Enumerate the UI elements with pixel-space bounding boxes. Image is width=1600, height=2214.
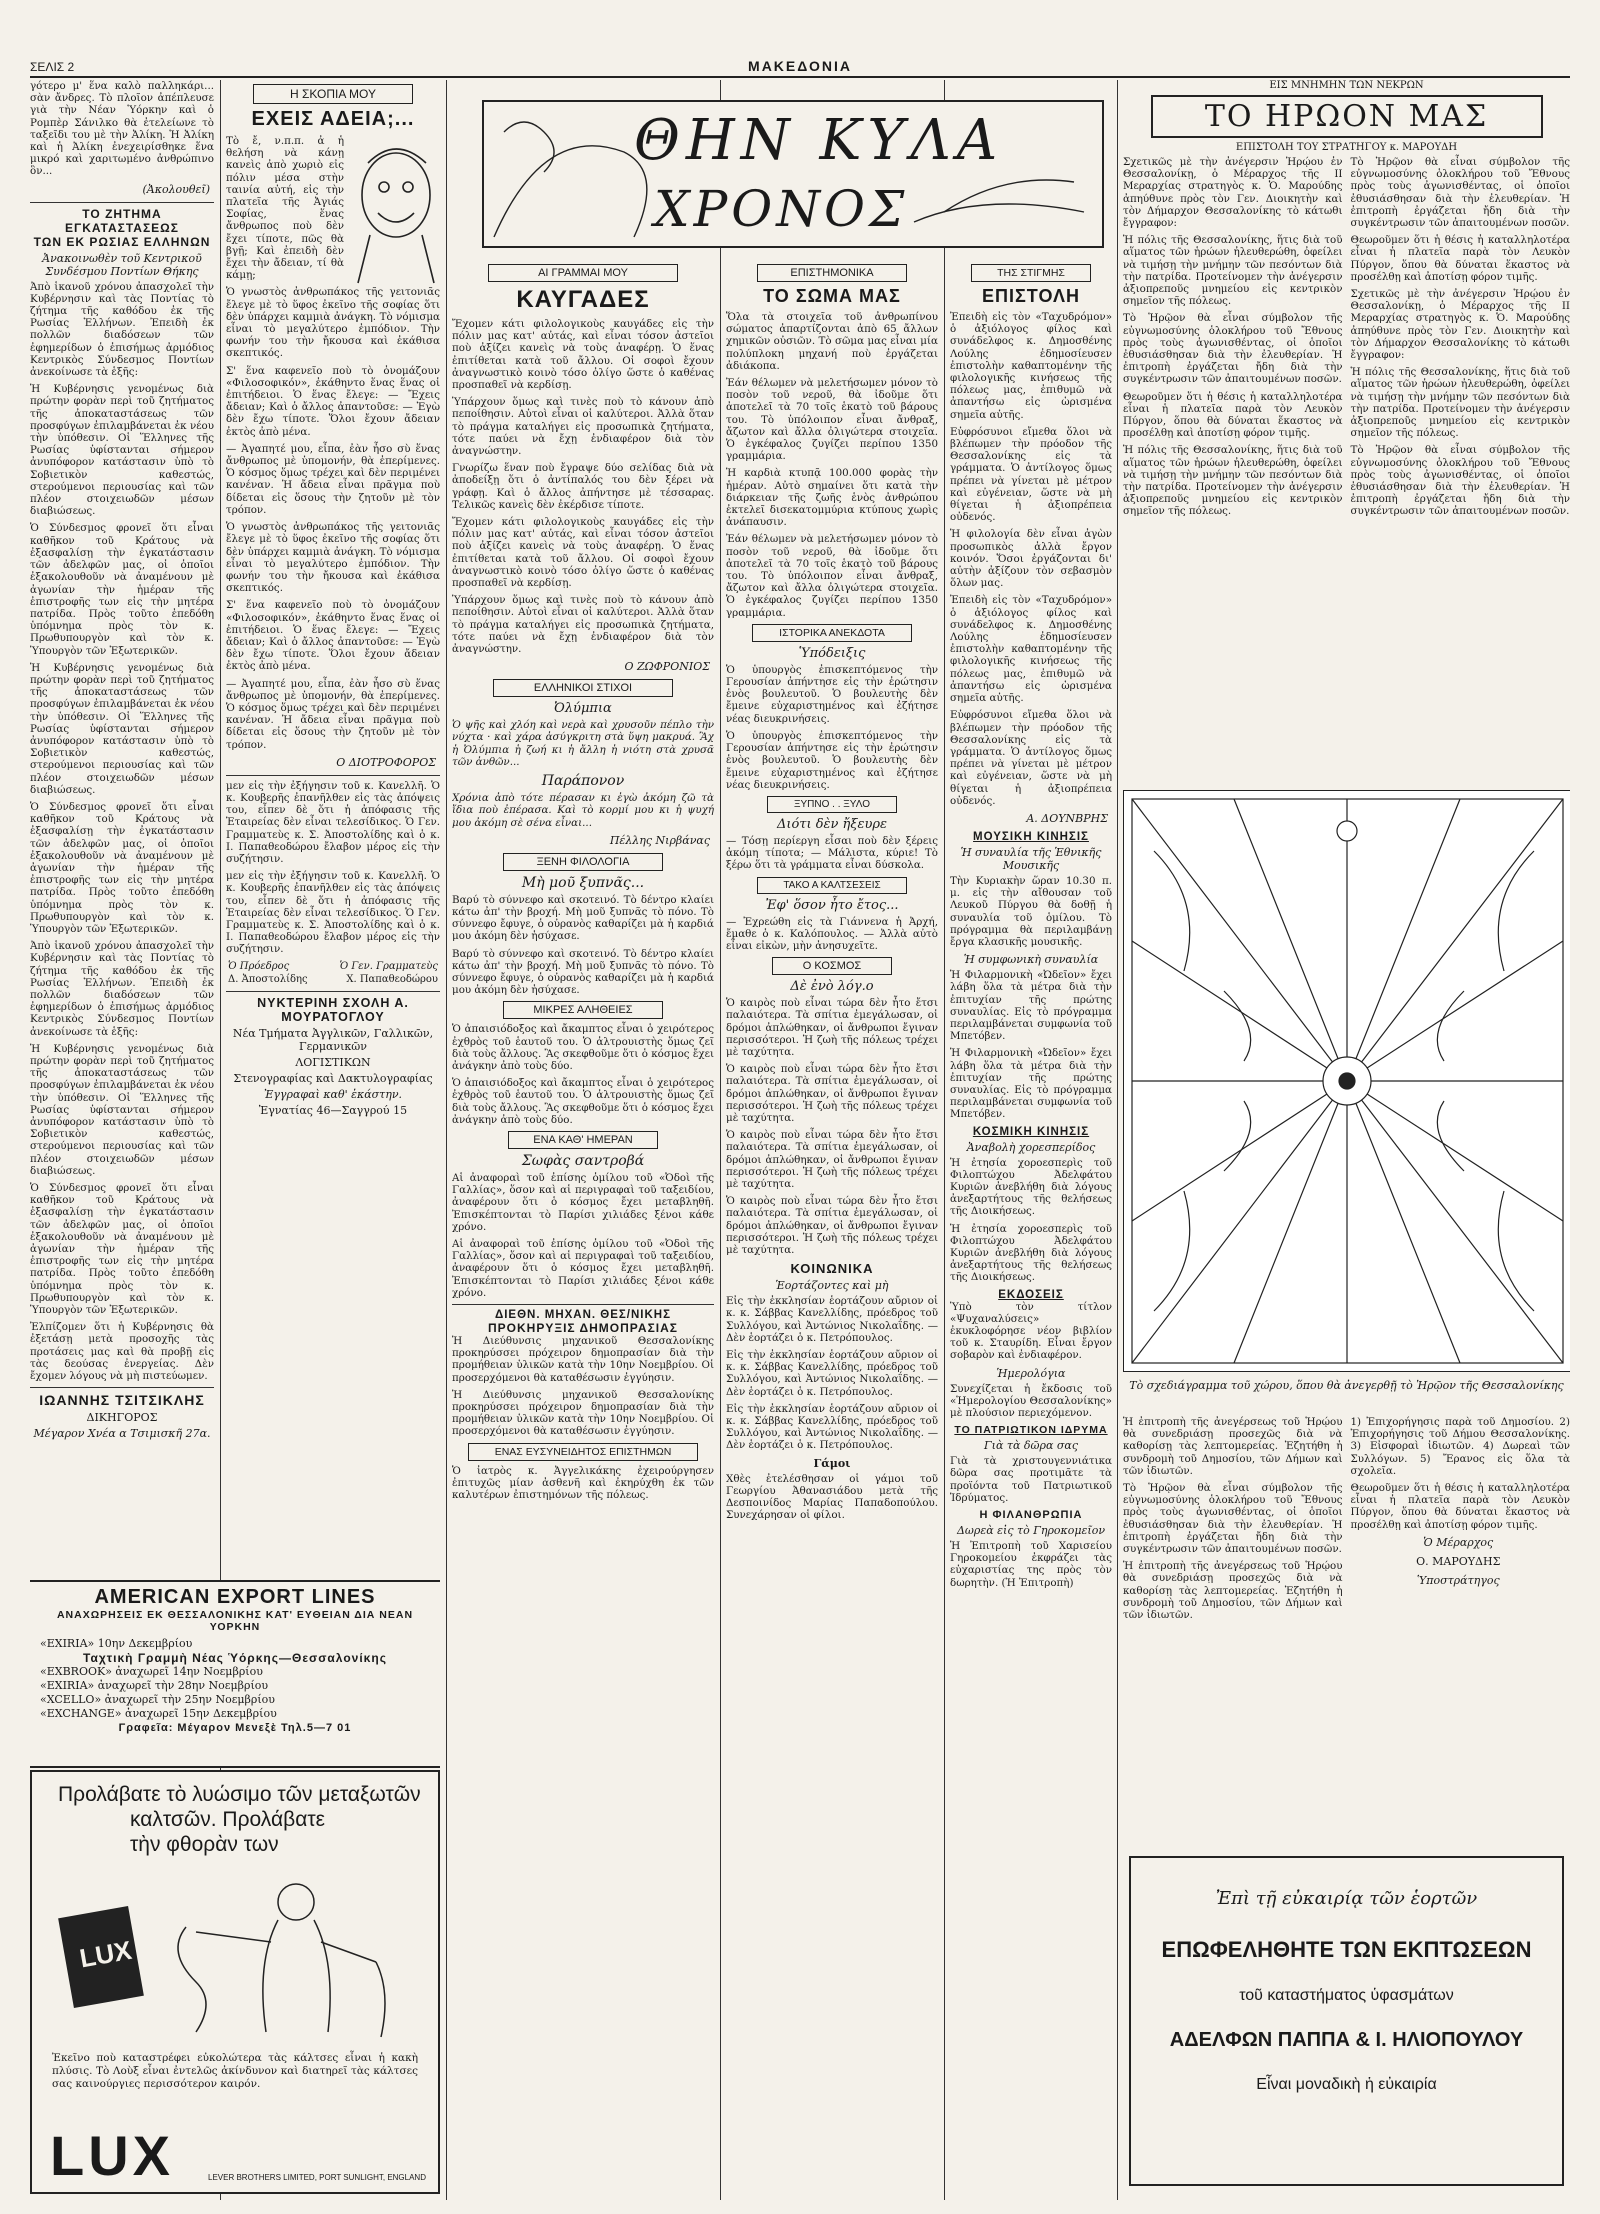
heroon-site-plan [1123, 790, 1570, 1372]
poem-title: Ὀλύμπια [554, 701, 612, 717]
article-text: Ὑπάρχουν ὅμως καὶ τινὲς ποὺ τὸ κάνουν ἀπὸ πεποίθησιν. Αὐτοὶ εἶναι οἱ καλύτεροι. Ἀλλὰ ὅταν τὸ πράγμα καταλήγει εἰς προσωπικὰ ζητήματα, τότε παύει νὰ ἔχῃ ἐνδιαφέρον διὰ τὸν ἀναγνώστην. [452, 594, 714, 656]
column-4 [726, 260, 938, 2200]
article-text: Ἡ ἐτησία χοροεσπερὶς τοῦ Φιλοπτώχου Ἀδελφάτου Κυριῶν ἀνεβλήθη διὰ λόγους ἀνεξαρτήτους τῆς θελήσεως τῆς Διοικήσεως. [950, 1222, 1112, 1284]
section-title: ΤΑΚΟ Α ΚΑΛΤΣΕΣΕΙΣ [757, 877, 907, 894]
signature-name: Δ. Ἀποστολίδης [228, 973, 308, 985]
caricature-illustration [348, 135, 440, 285]
headline: ΚΑΥΓΑΔΕΣ [516, 286, 650, 313]
site-plan-caption: Τὸ σχεδιάγραμμα τοῦ χώρου, ὅπου θὰ ἀνεγερθῇ τὸ Ἡρῷον τῆς Θεσσαλονίκης [1129, 1379, 1564, 1392]
article-text: Ὑπὸ τὸν τίτλον «Ψυχαναλύσεις» ἐκυκλοφόρησε νέον βιβλίον τοῦ κ. Σταυρίδη. Εἶναι ἔργον σοβαρὸν καὶ ἐνδιαφέρον. [950, 1300, 1112, 1362]
article-text: Ὁ καιρὸς ποὺ εἶναι τώρα δὲν ἦτο ἔτσι παλαιότερα. Τὰ σπίτια ἐμεγάλωσαν, οἱ δρόμοι ἀπλώθηκαν, οἱ ἄνθρωποι ἔγιναν περισσότεροι. Ἡ ζωὴ τῆς πόλεως τρέχει μὲ ταχύτητα. [726, 997, 938, 1058]
divider [30, 1387, 214, 1388]
signature-rank: Ὑποστράτηγος [1416, 1573, 1500, 1587]
lux-headline: Προλάβατε τὸ λυώσιμο τῶν μεταξωτῶν [58, 1783, 421, 1806]
divider [30, 202, 214, 203]
school-ad-line: Στενογραφίας καὶ Δακτυλογραφίας [233, 1071, 433, 1085]
article-text: Ὑπάρχουν ὅμως καὶ τινὲς ποὺ τὸ κάνουν ἀπὸ πεποίθησιν. Αὐτοὶ εἶναι οἱ καλύτεροι. Ἀλλὰ ὅταν τὸ πράγμα καταλήγει εἰς προσωπικὰ ζητήματα, τότε παύει νὰ ἔχῃ ἐνδιαφέρον διὰ τὸν ἀναγνώστην. [452, 396, 714, 458]
column-6 [1123, 80, 1570, 2200]
article-text: Ἡ Κυβέρνησις γενομένως διὰ πρώτην φορὰν περὶ τοῦ ζητήματος τῆς ἀποκαταστάσεως τῶν προσφύγων ἐπιλαμβάνεται ἐκ νέου τὴν ὑπόθεσιν. Οἱ Ἕλληνες τῆς Ρωσίας ὑφίστανται σήμερον ἀνυπόφορον κατάστασιν ὑπὸ τὸ Σοβιετικὸν καθεστώς, στερούμενοι περιουσίας καὶ τῶν πλέον στοιχειωδῶν μέσων διαβιώσεως. [30, 383, 214, 518]
woman-illustration [46, 1872, 426, 2042]
article-text: Εἰς τὴν ἐκκλησίαν ἑορτάζουν αὔριον οἱ κ. κ. Σάββας Κανελλίδης, πρόεδρος τοῦ Συλλόγου, καὶ Ἀντώνιος Νικολαΐδης. — Δὲν ἑορτάζει ὁ κ. Πετρόπουλος. [726, 1402, 938, 1452]
headline: ΤΟ ΖΗΤΗΜΑ ΕΓΚΑΤΑΣΤΑΣΕΩΣ [65, 206, 179, 235]
article-text: Ὁ καιρὸς ποὺ εἶναι τώρα δὲν ἦτο ἔτσι παλαιότερα. Τὰ σπίτια ἐμεγάλωσαν, οἱ δρόμοι ἀπλώθηκαν, οἱ ἄνθρωποι ἔγιναν περισσότεροι. Ἡ ζωὴ τῆς πόλεως τρέχει μὲ ταχύτητα. [726, 1063, 938, 1124]
section-title: Η ΣΚΟΠΙΑ ΜΟΥ [253, 84, 413, 104]
article-title: Δὲ ἐνὸ λόγ.ο [790, 979, 874, 995]
section-title: ΚΟΣΜΙΚΗ ΚΙΝΗΣΙΣ [972, 1125, 1090, 1138]
section-title: ΜΙΚΡΕΣ ΑΛΗΘΕΙΕΣ [503, 1001, 663, 1019]
section-title: ΕΚΔΟΣΕΙΣ [998, 1288, 1064, 1301]
article-text: — Ἀγαπητέ μου, εἶπα, ἐὰν ἦσο σὺ ἕνας ἄνθρωπος μὲ ὑπομονήν, θὰ ἐπερίμενες. Ὁ κόσμος ὅμως τρέχει καὶ δὲν περιμένει κανέναν. Ἡ ἄδεια εἶναι πρᾶγμα ποὺ δίδεται εἰς ὅσους τὴν ζητοῦν μὲ τὸν τρόπον. [226, 442, 440, 516]
section-title: ΞΕΝΗ ΦΙΛΟΛΟΓΙΑ [503, 853, 663, 871]
newspaper-page [30, 80, 1570, 2200]
ad-line: «XCELLO» ἀναχωρεῖ τὴν 25ην Νοεμβρίου [40, 1693, 275, 1706]
article-text: — Τόσῃ περίεργη εἶσαι ποὺ δὲν ξέρεις ἀκόμη τίποτα; — Μάλιστα, κύριε! Τὸ ξέρω ὅτι τὰ γράμματα εἶναι δύσκολα. [726, 834, 938, 872]
article-text: Τὸ Ἡρῷον θὰ εἶναι σύμβολον τῆς εὐγνωμοσύνης ὁλοκλήρου τοῦ Ἔθνους πρὸς τοὺς ἀγωνισθέντας, οἱ ὁποῖοι ἐθυσιάσθησαν διὰ τὴν ἐλευθερίαν. Ἡ ἐπιτροπὴ ἐργάζεται ἤδη διὰ τὴν συγκέντρωσιν τῶν ἀπαιτουμένων ποσῶν. [1350, 156, 1570, 230]
lux-headline: καλτσῶν. Προλάβατε [130, 1808, 325, 1831]
ad-line: «EXIRIA» ἀναχωρεῖ τὴν 28ην Νοεμβρίου [40, 1679, 269, 1692]
poem-text: Ὁ ψῆς καὶ χλόη καὶ νερὰ καὶ χρυσοῦν πέπλο τὴν νύχτα · καὶ χάρα ἀσύγκριτη στὰ ὕψη μακρυά. Ἂχ ἡ Ὀλύμπια ἡ ζωή κι ἡ ἄλλη ἡ νιότη στὰ χρυσᾶ τῶν ἀνθῶν... [452, 719, 714, 768]
byline: ΕΠΙΣΤΟΛΗ ΤΟΥ ΣΤΡΑΤΗΓΟΥ κ. ΜΑΡΟΥΔΗ [1235, 142, 1458, 153]
article-text: Ὁ Σύνδεσμος φρονεῖ ὅτι εἶναι καθῆκον τοῦ Κράτους νὰ ἐξασφαλίσῃ τὴν ἐγκατάστασιν τῶν ἀδελφῶν μας, οἱ ὁποῖοι ἐξακολουθοῦν νὰ ἀναμένουν μὲ ἀγωνίαν τὴν ἡμέραν τῆς ἐπιστροφῆς των εἰς τὴν μητέρα πατρίδα. Πρὸς τοῦτο ἐπεδόθη ὑπόμνημα πρὸς τὸν κ. Πρωθυπουργὸν καὶ τὸν κ. Ὑπουργὸν τῶν Ἐξωτερικῶν. [30, 1182, 214, 1317]
article-text: Ὁ καιρὸς ποὺ εἶναι τώρα δὲν ἦτο ἔτσι παλαιότερα. Τὰ σπίτια ἐμεγάλωσαν, οἱ δρόμοι ἀπλώθηκαν, οἱ ἄνθρωποι ἔγιναν περισσότεροι. Ἡ ζωὴ τῆς πόλεως τρέχει μὲ ταχύτητα. [726, 1129, 938, 1190]
article-text: Ἐλπίζομεν ὅτι ἡ Κυβέρνησις θὰ ἐξετάσῃ μετὰ προσοχῆς τὰς προτάσεις μας καὶ θὰ προβῇ εἰς τὰς δεούσας ἐνεργείας. Δὲν ἔχομεν λόγους νὰ μὴ πιστεύωμεν. [30, 1321, 214, 1383]
article-title: Δωρεὰ εἰς τὸ Γηροκομεῖον [956, 1524, 1106, 1538]
article-text: Ἡ πόλις τῆς Θεσσαλονίκης, ἥτις διὰ τοῦ αἵματος τῶν ἡρώων ἠλευθερώθη, ὀφείλει νὰ τιμήσῃ τὴν μνήμην τῶν πεσόντων διὰ τὴν πατρίδα. Προτείνομεν τὴν ἀνέγερσιν ἀξιοπρεποῦς μνημείου εἰς κεντρικὸν σημεῖον τῆς πόλεως. [1350, 366, 1570, 440]
article-text: Σχετικῶς μὲ τὴν ἀνέγερσιν Ἡρῴου ἐν Θεσσαλονίκῃ, ὁ Μέραρχος τῆς ΙΙ Μεραρχίας στρατηγὸς κ. Ὁ. Μαρούδης ἀπηύθυνε πρὸς τὸν Γεν. Διοικητὴν καὶ τὸν Δήμαρχον Θεσσαλονίκης τὸ κάτωθι ἔγγραφον: [1123, 156, 1343, 230]
article-text: Σ' ἕνα καφενεῖο ποὺ τὸ ὀνομάζουν «Φιλοσοφικόν», ἐκάθηντο ἕνας ἕνας οἱ ἐπιτήδειοι. Ὁ ἕνας ἔλεγε: — Ἔχεις ἄδειαν; Καὶ ὁ ἄλλος ἀπαντοῦσε: — Ἐγὼ δὲν ἔχω τίποτε. Ὅλοι ἔχουν ἄδειαν ἐκτὸς ἀπὸ μένα. [226, 599, 440, 673]
headline: ΤΟ ΗΡΩΟΝ ΜΑΣ [1151, 95, 1543, 138]
article-text: μεν εἰς τὴν ἐξήγησιν τοῦ κ. Κανελλῆ. Ὁ κ. Κουβερῆς ἐπανῆλθεν εἰς τὰς ἀπόψεις του, εἶπεν δὲ ὅτι ἡ ἀπόφασις τῆς Ἑταιρείας δὲν εἶναι τελεσίδικος. Ὁ Γεν. Γραμματεὺς κ. Σ. Ἀποστολίδης καὶ ὁ κ. Ι. Παπαθεοδώρου ἔλαβον μέρος εἰς τὴν συζήτησιν. [226, 870, 440, 956]
article-text: Τὸ Ἡρῷον θὰ εἶναι σύμβολον τῆς εὐγνωμοσύνης ὁλοκλήρου τοῦ Ἔθνους πρὸς τοὺς ἀγωνισθέντας, οἱ ὁποῖοι ἐθυσιάσθησαν διὰ τὴν ἐλευθερίαν. Ἡ ἐπιτροπὴ ἐργάζεται ἤδη διὰ τὴν συγκέντρωσιν τῶν ἀπαιτουμένων ποσῶν. [1123, 1482, 1343, 1556]
lux-ad [30, 1770, 440, 2194]
article-text: Τὸ ἔ, ν.π.π. ἀ ἡ θελήση νὰ κάνῃ κανεὶς ἀπὸ χωριὸ εἰς πόλιν μέσα στὴν ταινία αὐτή, εἰς τὴν πλατεῖα τῆς Ἀγιάς Σοφίας, ἕνας ἄνθρωπος ποὺ δὲν ἔχει τίποτε, πῶς θὰ βγῇ; Καὶ ἐπειδὴ δὲν ἔχει τὴν ἄδειαν, τί θὰ κάμῃ; [226, 135, 344, 282]
signature: Πέλλης Νιρβάνας [609, 833, 710, 847]
lux-body: Ἐκεῖνο ποὺ καταστρέφει εὐκολώτερα τὰς κάλτσες εἶναι ἡ κακὴ πλύσις. Τὸ Λοὺξ εἶναι ἐντελῶς ἀκίνδυνον καὶ διατηρεῖ τὰς κάλτσες σας καινούργιες περισσότερον καιρόν. [52, 2052, 418, 2090]
poem-text: Χρόνια ἀπὸ τότε πέρασαν κι ἐγὼ ἀκόμη ζῶ τὰ ἴδια ποὺ ἐπέρασα. Καὶ τὸ κορμί μου κι ἡ ψυχή μου ἀκόμη σὲ σένα εἶναι... [452, 792, 714, 829]
supertitle: ΕΙΣ ΜΝΗΜΗΝ ΤΩΝ ΝΕΚΡΩΝ [1269, 80, 1424, 91]
article-text: Ὅλα τὰ στοιχεῖα τοῦ ἀνθρωπίνου σώματος ἀπαρτίζονται ἀπὸ 65 ἄλλων χημικῶν οὐσιῶν. Τὸ σῶμα μας εἶναι μία πολύπλοκη μηχανή ποὺ ἐργάζεται ἀδιάκοπα. [726, 311, 938, 372]
article-text: Γνωρίζω ἕναν ποὺ ἔγραψε δύο σελίδας διὰ νὰ ἀποδείξῃ ὅτι ὁ ἀντίπαλός του δὲν ξέρει νὰ γράφῃ. Καὶ ὁ ἄλλος ἀπήντησε μὲ τέσσαρας. Τελικῶς κανεὶς δὲν ἐκέρδισε τίποτε. [452, 462, 714, 511]
lux-box-icon [59, 1907, 144, 2008]
article-text: μεν εἰς τὴν ἐξήγησιν τοῦ κ. Κανελλῆ. Ὁ κ. Κουβερῆς ἐπανῆλθεν εἰς τὰς ἀπόψεις του, εἶπεν δὲ ὅτι ἡ ἀπόφασις τῆς Ἑταιρείας δὲν εἶναι τελεσίδικος. Ὁ Γεν. Γραμματεὺς κ. Σ. Ἀποστολίδης καὶ ὁ κ. Ι. Παπαθεοδώρου ἔλαβον μέρος εἰς τὴν συζήτησιν. [226, 779, 440, 865]
article-text: Θεωροῦμεν ὅτι ἡ θέσις ἡ καταλληλοτέρα εἶναι ἡ πλατεῖα παρὰ τὸν Λευκὸν Πύργον, ὅπου θὰ δύναται ἕκαστος νὰ προσέλθῃ καὶ ἀποτίσῃ φόρον τιμῆς. [1350, 1482, 1570, 1531]
school-ad-line: ΛΟΓΙΣΤΙΚΩΝ [295, 1055, 371, 1069]
continued-note: (Ἀκολουθεῖ) [142, 182, 210, 196]
column-rule [720, 80, 721, 2200]
article-text: Ὁ ἀπαισιόδοξος καὶ ἄκαμπτος εἶναι ὁ χειρότερος ἐχθρὸς τοῦ ἑαυτοῦ του. Ὁ ἀλτρουιστὴς ὅμως ζεῖ διὰ τοὺς ἄλλους. Ἂς σκεφθοῦμε ὅτι ὁ κόσμος ἔχει ἀνάγκην ἀπὸ τοὺς δύο. [452, 1077, 714, 1126]
article-text: Εἰς τὴν ἐκκλησίαν ἑορτάζουν αὔριον οἱ κ. κ. Σάββας Κανελλίδης, πρόεδρος τοῦ Συλλόγου, καὶ Ἀντώνιος Νικολαΐδης. — Δὲν ἑορτάζει ὁ κ. Πετρόπουλος. [726, 1349, 938, 1398]
ad-title: AMERICAN EXPORT LINES [94, 1586, 376, 1608]
article-text: Ἡ φιλολογία δὲν εἶναι ἀγὼν προσωπικὸς ἀλλὰ ἔργον κοινόν. Ὅσοι ἐργάζονται δι' αὐτὴν ἀξίζουν τὸν σεβασμὸν ὅλων μας. [950, 528, 1112, 590]
section-title: ΙΣΤΟΡΙΚΑ ΑΝΕΚΔΟΤΑ [752, 624, 912, 642]
pappa-fabric-store-ad [1129, 1856, 1564, 2186]
section-title: ΜΟΥΣΙΚΗ ΚΙΝΗΣΙΣ [973, 830, 1089, 843]
ad-store-name: ΑΔΕΛΦΩΝ ΠΑΠΠΑ & Ι. ΗΛΙΟΠΟΥΛΟΥ [1169, 2029, 1524, 2051]
headline: ΔΙΕΘΝ. ΜΗΧΑΝ. ΘΕΣ/ΝΙΚΗΣ [494, 1308, 672, 1321]
column-2 [226, 80, 440, 1575]
article-text: Τὸ Ἡρῷον θὰ εἶναι σύμβολον τῆς εὐγνωμοσύνης ὁλοκλήρου τοῦ Ἔθνους πρὸς τοὺς ἀγωνισθέντας, οἱ ὁποῖοι ἐθυσιάσθησαν διὰ τὴν ἐλευθερίαν. Ἡ ἐπιτροπὴ ἐργάζεται ἤδη διὰ τὴν συγκέντρωσιν τῶν ἀπαιτουμένων ποσῶν. [1123, 312, 1343, 386]
column-5 [950, 260, 1112, 2200]
headline: ΤΩΝ ΕΚ ΡΩΣΙΑΣ ΕΛΛΗΝΩΝ [33, 234, 211, 249]
article-text: Ὁ ἀπαισιόδοξος καὶ ἄκαμπτος εἶναι ὁ χειρότερος ἐχθρὸς τοῦ ἑαυτοῦ του. Ὁ ἀλτρουιστὴς ὅμως ζεῖ διὰ τοὺς ἄλλους. Ἂς σκεφθοῦμε ὅτι ὁ κόσμος ἔχει ἀνάγκην ἀπὸ τοὺς δύο. [452, 1023, 714, 1072]
column-3 [452, 260, 714, 2200]
poem-title: Παράπονον [541, 773, 625, 790]
article-title: Ἀναβολὴ χορεσπερίδος [966, 1140, 1096, 1154]
section-title: ΤΟ ΠΑΤΡΙΩΤΙΚΟΝ ΙΔΡΥΜΑ [954, 1424, 1108, 1437]
section-title: Ο ΚΟΣΜΟΣ [772, 957, 892, 975]
headline: ΠΡΟΚΗΡΥΞΙΣ ΔΗΜΟΠΡΑΣΙΑΣ [488, 1320, 678, 1335]
advertiser-address: Μέγαρον Χνέα α Τσιμισκῆ 27α. [33, 1427, 211, 1441]
article-text: Ἐπειδὴ εἰς τὸν «Ταχυδρόμον» ὁ ἀξιόλογος φίλος καὶ συνάδελφος κ. Δημοσθένης Λούλης ἐδημοσίευσεν ἐπιστολὴν καθαπτομένην τῆς φιλολογικῆς κινήσεως τῆς πόλεως μας, ἐπιθυμῶ νὰ ἀπαντήσω εἰς ὡρισμένα σημεῖα αὐτῆς. [950, 311, 1112, 421]
article-text: Ἡ ἐτησία χοροεσπερὶς τοῦ Φιλοπτώχου Ἀδελφάτου Κυριῶν ἀνεβλήθη διὰ λόγους ἀνεξαρτήτους τῆς θελήσεως τῆς Διοικήσεως. [950, 1156, 1112, 1218]
ad-line: τοῦ καταστήματος ὑφασμάτων [1239, 1987, 1454, 2004]
section-title: ΕΝΑ ΚΑΘ' ΗΜΕΡΑΝ [508, 1131, 658, 1149]
article-text: Χθὲς ἐτελέσθησαν οἱ γάμοι τοῦ Γεωργίου Ἀθανασιάδου μετὰ τῆς Δεσποινίδος Μαρίας Παπαδοπούλου. Συνεχάρησαν οἱ φίλοι. [726, 1472, 938, 1522]
signature: Α. ΔΟΥΝΒΡΗΣ [1026, 811, 1108, 825]
article-text: Ἡ Διεύθυνσις μηχανικοῦ Θεσσαλονίκης προκηρύσσει πρόχειρον δημοπρασίαν διὰ τὴν προμήθειαν ὑλικῶν κατὰ τὴν 10ην Νοεμβρίου. Οἱ προσερχόμενοι θὰ καταθέσωσιν ἐγγύησιν. [452, 1334, 714, 1384]
article-text: Εὐφρόσυνοι εἴμεθα ὅλοι νὰ βλέπωμεν τὴν πρόοδον τῆς Θεσσαλονίκης εἰς τὰ γράμματα. Ὁ ἀντίλογος ὅμως πρέπει νὰ γίνεται μὲ μέτρον καὶ εὐγένειαν, ὥστε νὰ μὴ θίγεται ἡ ἀξιοπρέπεια οὐδενός. [950, 709, 1112, 807]
article-text: Ἡ Φιλαρμονικὴ «Ὠδεῖον» ἔχει λάβη ὅλα τὰ μέτρα διὰ τὴν ἐπιτυχίαν τῆς πρώτης συναυλίας. Εἰς τὸ πρόγραμμα περιλαμβάνεται συμφωνία τοῦ Μπετόβεν. [950, 969, 1112, 1043]
article-text: Ὁ ὑπουργὸς ἐπισκεπτόμενος τὴν Γερουσίαν ἀπήντησε εἰς τὴν ἐρώτησιν ἑνὸς βουλευτοῦ. Ὁ βουλευτὴς δὲν ἔμεινε εὐχαριστημένος καὶ ἐζήτησε νέας διευκρινήσεις. [726, 729, 938, 791]
article-text: Θεωροῦμεν ὅτι ἡ θέσις ἡ καταλληλοτέρα εἶναι ἡ πλατεῖα παρὰ τὸν Λευκὸν Πύργον, ὅπου θὰ δύναται ἕκαστος νὰ προσέλθῃ καὶ ἀποτίσῃ φόρον τιμῆς. [1123, 390, 1343, 440]
article-text: Βαρύ τὸ σύννεφο καὶ σκοτεινό. Τὸ δέντρο κλαίει κάτω ἀπ' τὴν βροχή. Μὴ μοῦ ξυπνᾶς τὸ πόνο. Τὸ σύννεφο ἔφυγε, ὁ οὐρανὸς καθαρίζει μὰ ἡ καρδιά μου ἀκόμη δὲν ἡσύχασε. [452, 947, 714, 997]
article-title: Ἡ συναυλία τῆς Ἑθνικῆς Μουσικῆς [960, 845, 1102, 872]
article-text: Ὁ Σύνδεσμος φρονεῖ ὅτι εἶναι καθῆκον τοῦ Κράτους νὰ ἐξασφαλίσῃ τὴν ἐγκατάστασιν τῶν ἀδελφῶν μας, οἱ ὁποῖοι ἐξακολουθοῦν νὰ ἀναμένουν μὲ ἀγωνίαν τὴν ἡμέραν τῆς ἐπιστροφῆς των εἰς τὴν μητέρα πατρίδα. Πρὸς τοῦτο ἐπεδόθη ὑπόμνημα πρὸς τὸν κ. Πρωθυπουργὸν καὶ τὸν κ. Ὑπουργὸν τῶν Ἐξωτερικῶν. [30, 800, 214, 935]
ad-line: Ταχτικὴ Γραμμὴ Νέας Ὑόρκης—Θεσσαλονίκης [83, 1651, 387, 1665]
article-text: Ἡ πόλις τῆς Θεσσαλονίκης, ἥτις διὰ τοῦ αἵματος τῶν ἡρώων ἠλευθερώθη, ὀφείλει νὰ τιμήσῃ τὴν μνήμην τῶν πεσόντων διὰ τὴν πατρίδα. Προτείνομεν τὴν ἀνέγερσιν ἀξιοπρεποῦς μνημείου εἰς κεντρικὸν σημεῖον τῆς πόλεως. [1123, 234, 1343, 308]
svg-text:LUX: LUX [77, 1934, 134, 1974]
article-text: Τὴν Κυριακὴν ὥραν 10.30 π. μ. εἰς τὴν αἴθουσαν τοῦ Λευκοῦ Πύργου θὰ δοθῇ ἡ συναυλία τοῦ ὁμίλου. Τὸ πρόγραμμα θὰ περιλαμβάνῃ ἔργα κλασικῆς μουσικῆς. [950, 874, 1112, 948]
article-text: Σχετικῶς μὲ τὴν ἀνέγερσιν Ἡρῴου ἐν Θεσσαλονίκῃ, ὁ Μέραρχος τῆς ΙΙ Μεραρχίας στρατηγὸς κ. Ὁ. Μαρούδης ἀπηύθυνε πρὸς τὸν Γεν. Διοικητὴν καὶ τὸν Δήμαρχον Θεσσαλονίκης τὸ κάτωθι ἔγγραφον: [1350, 288, 1570, 362]
signature-role: Ὁ Γεν. Γραμματεὺς [339, 960, 438, 972]
ethnikos-chronos-banner [482, 100, 1104, 248]
article-text: — Ἐχρεώθη εἰς τὰ Γιάννενα ἡ Ἀρχή, ἔμαθε ὁ κ. Καλόπουλος. — Ἀλλὰ αὐτὸ εἶναι εἰκὼν, μὴν ἀνησυχεῖτε. [726, 915, 938, 952]
article-title: Γιὰ τὰ δῶρα σας [984, 1439, 1078, 1453]
section-title: ΞΥΠΝΟ . . ΞΥΛΟ [767, 796, 897, 813]
school-ad-title: ΝΥΚΤΕΡΙΝΗ ΣΧΟΛΗ Α. ΜΟΥΡΑΤΟΓΛΟΥ [257, 995, 409, 1024]
article-text: Ὁ γνωστὸς ἀνθρωπάκος τῆς γειτονιᾶς ἔλεγε μὲ τὸ ὕφος ἐκεῖνο τῆς σοφίας ὅτι δὲν ὑπάρχει καμμιὰ ἀνάγκη. Τὸ νόμισμα εἶναι τὸ μεγαλύτερο ἐμπόδιον. Τὴν φωνήν του τὴν ἤκουσα καὶ ἐκάθισα σκεπτικός. [226, 521, 440, 595]
headline: ΤΟ ΣΩΜΑ ΜΑΣ [763, 286, 901, 306]
newspaper-title: ΜΑΚΕΔΟΝΙΑ [748, 58, 852, 74]
article-title: Γάμοι [813, 1456, 851, 1470]
masthead [30, 60, 1570, 78]
article-text: Θεωροῦμεν ὅτι ἡ θέσις ἡ καταλληλοτέρα εἶναι ἡ πλατεῖα παρὰ τὸν Λευκὸν Πύργον, ὅπου θὰ δύναται ἕκαστος νὰ προσέλθῃ καὶ ἀποτίσῃ φόρον τιμῆς. [1350, 234, 1570, 283]
article-text: — Ἀγαπητέ μου, εἶπα, ἐὰν ἦσο σὺ ἕνας ἄνθρωπος μὲ ὑπομονήν, θὰ ἐπερίμενες. Ὁ κόσμος ὅμως τρέχει καὶ δὲν περιμένει κανέναν. Ἡ ἄδεια εἶναι πρᾶγμα ποὺ δίδεται εἰς ὅσους τὴν ζητοῦν μὲ τὸν τρόπον. [226, 677, 440, 751]
school-ad-line: Ἐγγραφαὶ καθ' ἑκάστην. [263, 1087, 403, 1101]
advertiser-title: ΔΙΚΗΓΟΡΟΣ [86, 1411, 158, 1425]
article-title: Ἐφ' ὅσον ἦτο ἔτος... [765, 897, 899, 913]
article-text: Ὁ γνωστὸς ἀνθρωπάκος τῆς γειτονιᾶς ἔλεγε μὲ τὸ ὕφος ἐκεῖνο τῆς σοφίας ὅτι δὲν ὑπάρχει καμμιὰ ἀνάγκη. Τὸ νόμισμα εἶναι τὸ μεγαλύτερο ἐμπόδιον. Τὴν φωνήν του τὴν ἤκουσα καὶ ἐκάθισα σκεπτικός. [226, 286, 440, 360]
article-text: Ἡ ἐπιτροπὴ τῆς ἀνεγέρσεως τοῦ Ἡρῴου θὰ συνεδριάσῃ προσεχῶς διὰ νὰ καθορίσῃ τὰς λεπτομερείας. Ἐζητήθη ἡ συνδρομὴ τοῦ Δημοσίου, τῶν Δήμων καὶ τῶν ἰδιωτῶν. [1123, 1416, 1343, 1477]
lux-footer: LEVER BROTHERS LIMITED, PORT SUNLIGHT, ENGLAND [208, 2173, 426, 2182]
lux-brand: LUX [50, 2124, 174, 2187]
article-text: Εὐφρόσυνοι εἴμεθα ὅλοι νὰ βλέπωμεν τὴν πρόοδον τῆς Θεσσαλονίκης εἰς τὰ γράμματα. Ὁ ἀντίλογος ὅμως πρέπει νὰ γίνεται μὲ μέτρον καὶ εὐγένειαν, ὥστε νὰ μὴ θίγεται ἡ ἀξιοπρέπεια οὐδενός. [950, 425, 1112, 524]
article-text: Ἐάν θέλωμεν νὰ μελετήσωμεν μόνον τὸ ποσὸν τοῦ νεροῦ, θὰ ἰδοῦμε ὅτι ἀποτελεῖ τὰ 70 τοῖς ἑκατὸ τοῦ βάρους του. Τὸ ὑπόλοιπον εἶναι ἄνθραξ, ἄζωτον καὶ ἄλλα ὀλιγώτερα στοιχεῖα. Ὁ ἐγκέφαλος ζυγίζει περίπου 1350 γραμμάρια. [726, 377, 938, 463]
column-rule [944, 80, 945, 2200]
article-text: Ὁ ὑπουργὸς ἐπισκεπτόμενος τὴν Γερουσίαν ἀπήντησε εἰς τὴν ἐρώτησιν ἑνὸς βουλευτοῦ. Ὁ βουλευτὴς δὲν ἔμεινε εὐχαριστημένος καὶ ἐζήτησε νέας διευκρινήσεις. [726, 663, 938, 725]
article-text: Ἡ Κυβέρνησις γενομένως διὰ πρώτην φορὰν περὶ τοῦ ζητήματος τῆς ἀποκαταστάσεως τῶν προσφύγων ἐπιλαμβάνεται ἐκ νέου τὴν ὑπόθεσιν. Οἱ Ἕλληνες τῆς Ρωσίας ὑφίστανται σήμερον ἀνυπόφορον κατάστασιν ὑπὸ τὸ Σοβιετικὸν καθεστώς, στερούμενοι περιουσίας καὶ τῶν πλέον στοιχειωδῶν μέσων διαβιώσεως. [30, 661, 214, 796]
ad-line: «EXCHANGE» ἀναχωρεῖ 15ην Δεκεμβρίου [40, 1707, 277, 1720]
section-title: ΕΝΑΣ ΕΥΣΥΝΕΙΔΗΤΟΣ ΕΠΙΣΤΗΜΩΝ [468, 1443, 698, 1461]
section-title: ΚΟΙΝΩΝΙΚΑ [790, 1261, 874, 1277]
signature-role: Ὁ Πρόεδρος [228, 960, 290, 972]
signature: Ο ΖΩΦΡΟΝΙΟΣ [624, 660, 710, 674]
advertiser-name: ΙΩΑΝΝΗΣ ΤΣΙΤΣΙΚΛΗΣ [39, 1392, 205, 1409]
article-text: Σ' ἕνα καφενεῖο ποὺ τὸ ὀνομάζουν «Φιλοσοφικόν», ἐκάθηντο ἕνας ἕνας οἱ ἐπιτήδειοι. Ὁ ἕνας ἔλεγε: — Ἔχεις ἄδειαν; Καὶ ὁ ἄλλος ἀπαντοῦσε: — Ἐγὼ δὲν ἔχω τίποτε. Ὅλοι ἔχουν ἄδειαν ἐκτὸς ἀπὸ μένα. [226, 364, 440, 438]
school-ad-line: Νέα Τμήματα Ἀγγλικῶν, Γαλλικῶν, Γερμανικῶν [232, 1026, 434, 1053]
article-text: Ἔχομεν κάτι φιλολογικοὺς καυγάδες εἰς τὴν πόλιν μας κατ' αὐτάς, καὶ εἶναι τόσον ἀστεῖοι ποὺ ἀξίζει κανεὶς νὰ τοὺς ἀναφέρῃ. Ὁ ἕνας ἐπιτίθεται κατὰ τοῦ ἄλλου. Οἱ σοφοὶ ἔχουν ἀναγνωστικὸ κοινὸ τόσο ὀλίγο ὥστε ὁ καθένας προσπαθεῖ νὰ κερδίσῃ. [452, 516, 714, 590]
article-title: Ἡ συμφωνικὴ συναυλία [963, 953, 1099, 967]
subheadline: Ἀνακοινωθὲν τοῦ Κεντρικοῦ Συνδέσμου Ποντίων Θήκης [42, 251, 202, 278]
article-text: Συνεχίζεται ἡ ἔκδοσις τοῦ «Ἡμερολογίου Θεσσαλονίκης» μὲ πλούσιον περιεχόμενον. [950, 1382, 1112, 1420]
article-title: Ἡμερολόγια [996, 1366, 1066, 1380]
section-title: ΤΗΣ ΣΤΙΓΜΗΣ [971, 264, 1091, 282]
article-text: Γιὰ τὰ χριστουγεννιάτικα δῶρα σας προτιμᾶτε τὰ προϊόντα τοῦ Πατριωτικοῦ Ἱδρύματος. [950, 1455, 1112, 1504]
article-text: Ἡ Ἐπιτροπὴ τοῦ Χαρισείου Γηροκομείου ἐκφράζει τὰς εὐχαριστίας της πρὸς τὸν δωρητὴν. (Ἡ Ἐπιτροπὴ) [950, 1540, 1112, 1589]
article-text: Ἀπὸ ἱκανοῦ χρόνου ἀπασχολεῖ τὴν Κυβέρνησιν καὶ τὰς Ποντίας τὸ ζήτημα τῆς καθόδου ἐκ τῆς Ρωσίας Ἑλλήνων. Ἐπειδὴ ἐκ πολλῶν διαδόσεων τῶν ἐφημερίδων ὁ ἐπισήμως ἀρμόδιος Κεντρικὸς Σύνδεσμος Ποντίων ἀνεκοίνωσε τὰ ἑξῆς: [30, 940, 214, 1038]
section-title: ΑΙ ΓΡΑΜΜΑΙ ΜΟΥ [488, 264, 678, 282]
article-text: Ὁ καιρὸς ποὺ εἶναι τώρα δὲν ἦτο ἔτσι παλαιότερα. Τὰ σπίτια ἐμεγάλωσαν, οἱ δρόμοι ἀπλώθηκαν, οἱ ἄνθρωποι ἔγιναν περισσότεροι. Ἡ ζωὴ τῆς πόλεως τρέχει μὲ ταχύτητα. [726, 1195, 938, 1256]
column-rule [446, 80, 447, 2200]
article-text: Ἡ Κυβέρνησις γενομένως διὰ πρώτην φορὰν περὶ τοῦ ζητήματος τῆς ἀποκαταστάσεως τῶν προσφύγων ἐπιλαμβάνεται ἐκ νέου τὴν ὑπόθεσιν. Οἱ Ἕλληνες τῆς Ρωσίας ὑφίστανται σήμερον ἀνυπόφορον κατάστασιν ὑπὸ τὸ Σοβιετικὸν καθεστώς, στερούμενοι περιουσίας καὶ τῶν πλέον στοιχειωδῶν μέσων διαβιώσεως. [30, 1042, 214, 1177]
ad-line: Εἶναι μοναδικὴ ἡ εὐκαιρία [1256, 2076, 1437, 2093]
school-ad-line: Ἐγνατίας 46—Σαγγρού 15 [258, 1103, 408, 1117]
article-text: Ὁ ἰατρὸς κ. Ἀγγελικάκης ἐχειρούργησεν ἐπιτυχῶς μίαν ἀσθενῆ καὶ ἐκηρύχθη ἐκ τῶν καλυτέρων ἐπιστημόνων τῆς πόλεως. [452, 1464, 714, 1502]
ad-subtitle: ΑΝΑΧΩΡΗΣΕΙΣ ΕΚ ΘΕΣΣΑΛΟΝΙΚΗΣ ΚΑΤ' ΕΥΘΕΙΑΝ ΔΙΑ ΝΕΑΝ ΥΟΡΚΗΝ [56, 1609, 414, 1633]
signature-role: Ὁ Μέραρχος [1423, 1535, 1494, 1549]
article-text: Ἡ πόλις τῆς Θεσσαλονίκης, ἥτις διὰ τοῦ αἵματος τῶν ἡρώων ἠλευθερώθη, ὀφείλει νὰ τιμήσῃ τὴν μνήμην τῶν πεσόντων διὰ τὴν πατρίδα. Προτείνομεν τὴν ἀνέγερσιν ἀξιοπρεποῦς μνημείου εἰς κεντρικὸν σημεῖον τῆς πόλεως. [1123, 444, 1343, 518]
ad-line: «EXBROOK» ἀναχωρεῖ 14ην Νοεμβρίου [40, 1665, 263, 1678]
headline: ΕΧΕΙΣ ΑΔΕΙΑ;... [251, 108, 415, 130]
american-export-ad [30, 1580, 440, 1768]
article-text: Ἡ ἐπιτροπὴ τῆς ἀνεγέρσεως τοῦ Ἡρῴου θὰ συνεδριάσῃ προσεχῶς διὰ νὰ καθορίσῃ τὰς λεπτομερείας. Ἐζητήθη ἡ συνδρομὴ τοῦ Δημοσίου, τῶν Δήμων καὶ τῶν ἰδιωτῶν. [1123, 1560, 1343, 1622]
ad-headline: ΕΠΩΦΕΛΗΘΗΤΕ ΤΩΝ ΕΚΠΤΩΣΕΩΝ [1161, 1937, 1532, 1962]
article-text: Ὁ Σύνδεσμος φρονεῖ ὅτι εἶναι καθῆκον τοῦ Κράτους νὰ ἐξασφαλίσῃ τὴν ἐγκατάστασιν τῶν ἀδελφῶν μας, οἱ ὁποῖοι ἐξακολουθοῦν νὰ ἀναμένουν μὲ ἀγωνίαν τὴν ἡμέραν τῆς ἐπιστροφῆς των εἰς τὴν μητέρα πατρίδα. Πρὸς τοῦτο ἐπεδόθη ὑπόμνημα πρὸς τὸν κ. Πρωθυπουργὸν καὶ τὸν κ. Ὑπουργὸν τῶν Ἐξωτερικῶν. [30, 522, 214, 657]
banner-title-bottom: ΧΡΟΝΟΣ [654, 180, 909, 238]
section-title: Η ΦΙΛΑΝΘΡΩΠΙΑ [979, 1509, 1083, 1522]
article-text: Αἱ ἀναφοραὶ τοῦ ἐπίσης ὁμίλου τοῦ «Ὀδοὶ τῆς Γαλλίας», ὅσον καὶ αἱ περιγραφαὶ τοῦ ταξειδίου, ἀναφέρουν ὅτι ὁ κόσμος ἔχει μεταβληθῆ. Ἐπισκέπτονται τὸ Παρίσι χιλιάδες ξένοι κάθε χρόνο. [452, 1171, 714, 1233]
headline: ΕΠΙΣΤΟΛΗ [982, 286, 1080, 306]
page-number: ΣΕΛΙΣ 2 [30, 60, 75, 74]
article-text: Ἡ Διεύθυνσις μηχανικοῦ Θεσσαλονίκης προκηρύσσει πρόχειρον δημοπρασίαν διὰ τὴν προμήθειαν ὑλικῶν κατὰ τὴν 10ην Νοεμβρίου. Οἱ προσερχόμενοι θὰ καταθέσωσιν ἐγγύησιν. [452, 1388, 714, 1438]
article-title: Ἑορτάζοντες καὶ μὴ [775, 1279, 889, 1293]
ad-line: Ἐπὶ τῇ εὐκαιρίᾳ τῶν ἑορτῶν [1215, 1888, 1478, 1909]
article-text: Ἡ Φιλαρμονικὴ «Ὠδεῖον» ἔχει λάβη ὅλα τὰ μέτρα διὰ τὴν ἐπιτυχίαν τῆς πρώτης συναυλίας. Εἰς τὸ πρόγραμμα περιλαμβάνεται συμφωνία τοῦ Μπετόβεν. [950, 1047, 1112, 1121]
divider [226, 775, 440, 776]
article-title: Διότι δὲν ἤξευρε [776, 816, 888, 832]
article-title: Σωφὰς σαντροβά [521, 1152, 645, 1169]
ad-office: Γραφεῖα: Μέγαρον Μενεξὲ Τηλ.5—7 01 [118, 1722, 352, 1734]
section-title: ΕΠΙΣΤΗΜΟΝΙΚΑ [757, 264, 907, 282]
article-text: Εἰς τὴν ἐκκλησίαν ἑορτάζουν αὔριον οἱ κ. κ. Σάββας Κανελλίδης, πρόεδρος τοῦ Συλλόγου, καὶ Ἀντώνιος Νικολαΐδης. — Δὲν ἑορτάζει ὁ κ. Πετρόπουλος. [726, 1295, 938, 1344]
article-title: Ὑπόδειξις [798, 645, 866, 661]
lux-headline: τὴν φθορὰν των [130, 1833, 279, 1856]
banner-title-top: ΘΗΝ ΚΥΛΑ [634, 108, 1004, 173]
section-title: ΕΛΛΗΝΙΚΟΙ ΣΤΙΧΟΙ [493, 679, 673, 697]
article-text: Ἀπὸ ἱκανοῦ χρόνου ἀπασχολεῖ τὴν Κυβέρνησιν καὶ τὰς Ποντίας τὸ ζήτημα τῆς καθόδου ἐκ τῆς Ρωσίας Ἑλλήνων. Ἐπειδὴ ἐκ πολλῶν διαδόσεων τῶν ἐφημερίδων ὁ ἐπισήμως ἀρμόδιος Κεντρικὸς Σύνδεσμος Ποντίων ἀνεκοίνωσε τὰ ἑξῆς: [30, 280, 214, 379]
article-text: γότερο μ' ἕνα καλὸ παλληκάρι... σὰν ἄνδρες. Τὸ πλοῖον ἀπέπλευσε γιὰ τὴν Νέαν Ὑόρκην καὶ ὁ Ρομπὲρ Σάνιλκο θὰ ἐτελείωνε τὸ ταξεῖδι του μὲ τὴν Ἀλίκη. Ἡ Ἀλίκη καὶ ἡ Ἀλίκη ἐνεχειρίσθηκε ἕνα μικρό καὶ χαριτωμένο ἀνθρώπινο ὃν... [30, 80, 214, 178]
article-text: 1) Ἐπιχορήγησις παρὰ τοῦ Δημοσίου. 2) Ἐπιχορήγησις τοῦ Δήμου Θεσσαλονίκης. 3) Εἰσφοραὶ ἰδιωτῶν. 4) Δωρεαὶ τῶν Συλλόγων. 5) Ἔρανος εἰς ὅλα τὰ σχολεῖα. [1350, 1416, 1570, 1477]
divider [226, 991, 440, 992]
divider [452, 1304, 714, 1305]
article-text: Βαρύ τὸ σύννεφο καὶ σκοτεινό. Τὸ δέντρο κλαίει κάτω ἀπ' τὴν βροχή. Μὴ μοῦ ξυπνᾶς τὸ πόνο. Τὸ σύννεφο ἔφυγε, ὁ οὐρανὸς καθαρίζει μὰ ἡ καρδιά μου ἀκόμη δὲν ἡσύχασε. [452, 893, 714, 943]
article-text: Ἔχομεν κάτι φιλολογικοὺς καυγάδες εἰς τὴν πόλιν μας κατ' αὐτάς, καὶ εἶναι τόσον ἀστεῖοι ποὺ ἀξίζει κανεὶς νὰ τοὺς ἀναφέρῃ. Ὁ ἕνας ἐπιτίθεται κατὰ τοῦ ἄλλου. Οἱ σοφοὶ ἔχουν ἀναγνωστικὸ κοινὸ τόσο ὀλίγο ὥστε ὁ καθένας προσπαθεῖ νὰ κερδίσῃ. [452, 318, 714, 392]
signature-name: Χ. Παπαθεοδώρου [346, 973, 438, 985]
article-title: Μὴ μοῦ ξυπνᾶς... [521, 874, 645, 891]
article-text: Τὸ Ἡρῷον θὰ εἶναι σύμβολον τῆς εὐγνωμοσύνης ὁλοκλήρου τοῦ Ἔθνους πρὸς τοὺς ἀγωνισθέντας, οἱ ὁποῖοι ἐθυσιάσθησαν διὰ τὴν ἐλευθερίαν. Ἡ ἐπιτροπὴ ἐργάζεται ἤδη διὰ τὴν συγκέντρωσιν τῶν ἀπαιτουμένων ποσῶν. [1350, 444, 1570, 518]
signature: Ο ΔΙΟΤΡΟΦΟΡΟΣ [336, 755, 436, 769]
article-text: Ἐάν θέλωμεν νὰ μελετήσωμεν μόνον τὸ ποσὸν τοῦ νεροῦ, θὰ ἰδοῦμε ὅτι ἀποτελεῖ τὰ 70 τοῖς ἑκατὸ τοῦ βάρους του. Τὸ ὑπόλοιπον εἶναι ἄνθραξ, ἄζωτον καὶ ἄλλα ὀλιγώτερα στοιχεῖα. Ὁ ἐγκέφαλος ζυγίζει περίπου 1350 γραμμάρια. [726, 533, 938, 619]
article-text: Ἐπειδὴ εἰς τὸν «Ταχυδρόμον» ὁ ἀξιόλογος φίλος καὶ συνάδελφος κ. Δημοσθένης Λούλης ἐδημοσίευσεν ἐπιστολὴν καθαπτομένην τῆς φιλολογικῆς κινήσεως τῆς πόλεως μας, ἐπιθυμῶ νὰ ἀπαντήσω εἰς ὡρισμένα σημεῖα αὐτῆς. [950, 594, 1112, 705]
ad-line: «EXIRIA» 10ην Δεκεμβρίου [40, 1637, 193, 1650]
signature-name: Ο. ΜΑΡΟΥΔΗΣ [1416, 1554, 1501, 1568]
article-text: Αἱ ἀναφοραὶ τοῦ ἐπίσης ὁμίλου τοῦ «Ὀδοὶ τῆς Γαλλίας», ὅσον καὶ αἱ περιγραφαὶ τοῦ ταξειδίου, ἀναφέρουν ὅτι ὁ κόσμος ἔχει μεταβληθῆ. Ἐπισκέπτονται τὸ Παρίσι χιλιάδες ξένοι κάθε χρόνο. [452, 1237, 714, 1299]
article-text: Ἡ καρδιὰ κτυπᾷ 100.000 φορὰς τὴν ἡμέραν. Αὐτὸ σημαίνει ὅτι κατὰ τὴν διάρκειαν τῆς ζωῆς ἑνὸς ἀνθρώπου ἐκτελεῖ δισεκατομμύρια κτύπους χωρὶς ἀνάπαυσιν. [726, 467, 938, 529]
column-rule [1117, 80, 1118, 2200]
